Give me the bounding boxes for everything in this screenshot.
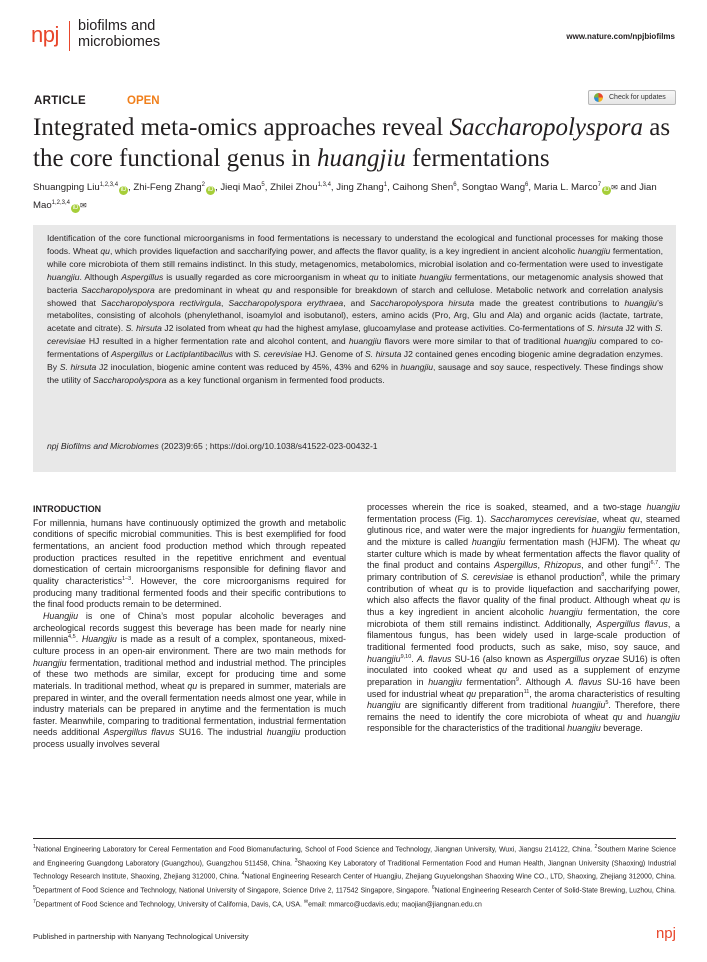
- article-title: [33, 112, 683, 174]
- open-access-badge: OPEN: [127, 95, 160, 107]
- author-name[interactable]: Jian Mao: [33, 182, 657, 211]
- body-text-left: For millennia, humans have continuously optimized the growth and metabolic conditions of specific microbial communities. This is best exemplified for food fermentations, an ancient food production method which through repeated production practices resulted in the repetitive enrichment and eventual domestication of certain microorganisms responsible for defining flavor and quality characteristics$^{1-3}$. However, the core microorganisms required for producing many traditional fermented foods and their specific contributions to the final food products remain to be determined. Huangjiu is one of China’s most popular alcoholic beverages and archeological records suggest this beverage has been made for nearly nine millennia$^{4,5}$. Huangjiu is made as a result of a complex, spontaneous, mixed-culture process in an open-air environment. There are two main methods for huangjiu fermentation, traditional method and industrial method. The principles of these two methods are similar, except for producing time and some materials. In traditional method, wheat qu is prepared in summer, materials are prepared in winter, and the overall fermentation needs almost one year, while in industry materials can be prepared in anytime and the fermentation is much faster. Meanwhile, comparing to traditional fermentation, industrial fermentation needs additional Aspergillus flavus SU16. The industrial huangjiu production process usually involves several: [33, 517, 346, 750]
- check-for-updates-button[interactable]: [588, 90, 676, 105]
- author-name[interactable]: Songtao Wang: [461, 182, 526, 194]
- journal-name-line2: microbiomes: [78, 34, 161, 50]
- author-affiliation: 1,3,4: [317, 182, 331, 188]
- orcid-icon[interactable]: iD: [72, 204, 79, 211]
- author-affiliation: 6: [525, 182, 529, 188]
- author-name[interactable]: Caihong Shen: [392, 182, 454, 194]
- email-icon[interactable]: ✉: [611, 183, 618, 193]
- author-list: Shuangping Liu$^{1,2,3,4}$iD , Zhi-Feng Zhang$^2$iD , Jieqi Mao$^5$, Zhilei Zhou$^{1,3,4}$, Jing Zhang$^1$, Caihong Shen$^6$, Songtao Wang$^6$, Maria L. Marco$^7$iD ✉ and Jian Mao$^{1,2,3,4}$iD ✉: [33, 182, 657, 211]
- author-affiliation: 1,2,3,4: [51, 199, 71, 206]
- section-heading-introduction: INTRODUCTION: [33, 504, 102, 514]
- author-name[interactable]: Jieqi Mao: [220, 182, 262, 194]
- affiliations-footnote: $^1$National Engineering Laboratory for Cereal Fermentation and Food Biomanufacturing, School of Food Science and Technology, Jiangnan University, Wuxi, Jiangsu 214122, China. $^2$Southern Marine Science and Engineering Guangdong Laboratory (Guangzhou), Guangzhou 511458, China. $^3$Shaoxing Key Laboratory of Traditional Fermentation Food and Human Health, Jiangnan University (Shaoxing) Industrial Technology Research Institute, Shaoxing, Zhejiang 312000, China. $^4$National Engineering Research Center of Huangjiu, Zhejiang Guyuelongshan Shaoxing Wine CO., LTD, Shaoxing, Zhejiang 312000, China. $^5$Department of Food Science and Technology, National University of Singapore, Science Drive 2, 117542 Singapore, Singapore. $^6$National Engineering Research Center of Solid-State Brewing, Luzhou, China. $^7$Department of Food Science and Technology, University of California, Davis, CA, USA. ✉email: mmarco@ucdavis.edu; maojian@jiangnan.edu.cn: [33, 844, 676, 909]
- body-column-right: processes wherein the rice is soaked, steamed, and a two-stage huangjiu fermentation process (Fig. 1). Saccharomyces cerevisiae, wheat qu, steamed glutinous rice, and water were the major ingredients for huangjiu fermentation, and the mixture is called huangjiu fermentation mash (HJFM). The wheat qu starter culture which is made by wheat fermentation affects the flavor quality of the final product and contains Aspergillus, Rhizopus, and other fungi$^{6,7}$. The primary contribution of S. cerevisiae is ethanol production$^8$, while the primary contribution of wheat qu is to provide liquefaction and saccharifying power, which also affects the flavor quality of the final product. Although wheat qu is thus a key ingredient in ancient alcoholic huangjiu fermentation, the core microbiota of them still remains indistinct. Additionally, Aspergillus flavus, a filamentous fungus, has been widely used in large-scale production of traditional fermented food products, such as sake, miso, soy sauce, and huangjiu$^{9,10}$. A. flavus SU-16 (also known as Aspergillus oryzae SU16) is often inoculated into cooked wheat qu and used as a supplement of enzyme preparation in huangjiu fermentation$^9$. Although A. flavus SU-16 have been used for industrial wheat qu preparation$^{11}$, the aroma characteristics of resulting huangjiu are significantly different from traditional huangjiu$^5$. Therefore, there remains the need to identify the core microbiota of wheat qu and huangjiu responsible for the characteristics of the traditional huangjiu beverage.: [367, 502, 681, 734]
- author-affiliation: 7: [597, 182, 602, 188]
- author-affiliation: 1,2,3,4: [99, 182, 119, 188]
- author-name[interactable]: Shuangping Liu: [33, 182, 100, 194]
- check-for-updates-label: Check for updates: [609, 94, 666, 101]
- npj-logo: npj: [31, 22, 59, 47]
- logo-divider: [69, 21, 70, 51]
- journal-url-link[interactable]: www.nature.com/npjbiofilms: [566, 32, 675, 41]
- title-part: Integrated meta-omics approaches reveal: [33, 114, 450, 141]
- author-affiliation: 1: [383, 182, 388, 188]
- citation-line[interactable]: npj Biofilms and Microbiomes (2023)9:65 ; https://doi.org/10.1038/s41522-023-00432-1: [47, 441, 378, 451]
- journal-name: [78, 18, 160, 50]
- email-icon[interactable]: ✉: [80, 200, 87, 210]
- abstract-text: Identification of the core functional microorganisms in food fermentations is necessary to understand the ecological and functional processes for making those foods. Wheat qu, which provides liquefaction and saccharifying power, and affects the flavor quality, is a key ingredient in ancient alcoholic huangjiu fermentation, while core microbiota of them still remains indistinct. In this study, metagenomics, metabolomics, microbial isolation and co-fermentation were used to investigate huangjiu. Although Aspergillus is usually regarded as core microorganism in wheat qu to initiate huangjiu fermentations, our metagenomic analysis showed that bacteria Saccharopolyspora are predominant in wheat qu and responsible for breakdown of starch and cellulose. Metabolic network and correlation analysis showed that Saccharopolyspora rectivirgula, Saccharopolyspora erythraea, and Saccharopolyspora hirsuta made the greatest contributions to huangjiu’s metabolites, consisting of alcohols (phenylethanol, isoamylol and isobutanol), esters, amino acids (Pro, Arg, Glu and Ala) and organic acids (lactate, tartrate, acetate and citrate). S. hirsuta J2 isolated from wheat qu had the highest amylase, glucoamylase and protease activities. Co-fermentations of S. hirsuta J2 with S. cerevisiae HJ resulted in a higher fermentation rate and alcohol content, and huangjiu flavors were more similar to that of traditional huangjiu compared to co-fermentations of Aspergillus or Lactiplantibacillus with S. cerevisiae HJ. Genome of S. hirsuta J2 contained genes encoding biogenic amine degradation enzymes. By S. hirsuta J2 inoculation, biogenic amine content was reduced by 45%, 43% and 62% in huangjiu, sausage and soy sauce, respectively. These findings show the utility of Saccharopolyspora as a key functional organism in fermented food products.: [47, 233, 664, 385]
- author-name[interactable]: Zhilei Zhou: [270, 182, 318, 194]
- body-column-left: [33, 504, 346, 751]
- footnote-rule: [33, 838, 676, 839]
- author-affiliation: 5: [261, 182, 265, 188]
- article-type: ARTICLE: [34, 95, 86, 107]
- title-part: as: [642, 114, 671, 141]
- footer-npj-logo: npj: [655, 925, 676, 942]
- title-part: the core functional genus in: [33, 145, 317, 172]
- crossmark-icon: [594, 93, 603, 102]
- author-name[interactable]: Maria L. Marco: [533, 182, 598, 194]
- author-affiliation: 6: [453, 182, 457, 188]
- author-affiliation: 2: [201, 182, 205, 188]
- journal-name-line1: biofilms and: [78, 18, 156, 34]
- footer-partnership: Published in partnership with Nanyang Technological University: [33, 932, 249, 941]
- title-italic: huangjiu: [316, 145, 406, 172]
- orcid-icon[interactable]: iD: [603, 187, 610, 194]
- orcid-icon[interactable]: iD: [207, 187, 214, 194]
- orcid-icon[interactable]: iD: [120, 187, 127, 194]
- author-name[interactable]: Zhi-Feng Zhang: [133, 182, 202, 194]
- author-name[interactable]: Jing Zhang: [336, 182, 384, 194]
- title-part: fermentations: [405, 145, 550, 172]
- title-italic: Saccharopolyspora: [449, 114, 643, 141]
